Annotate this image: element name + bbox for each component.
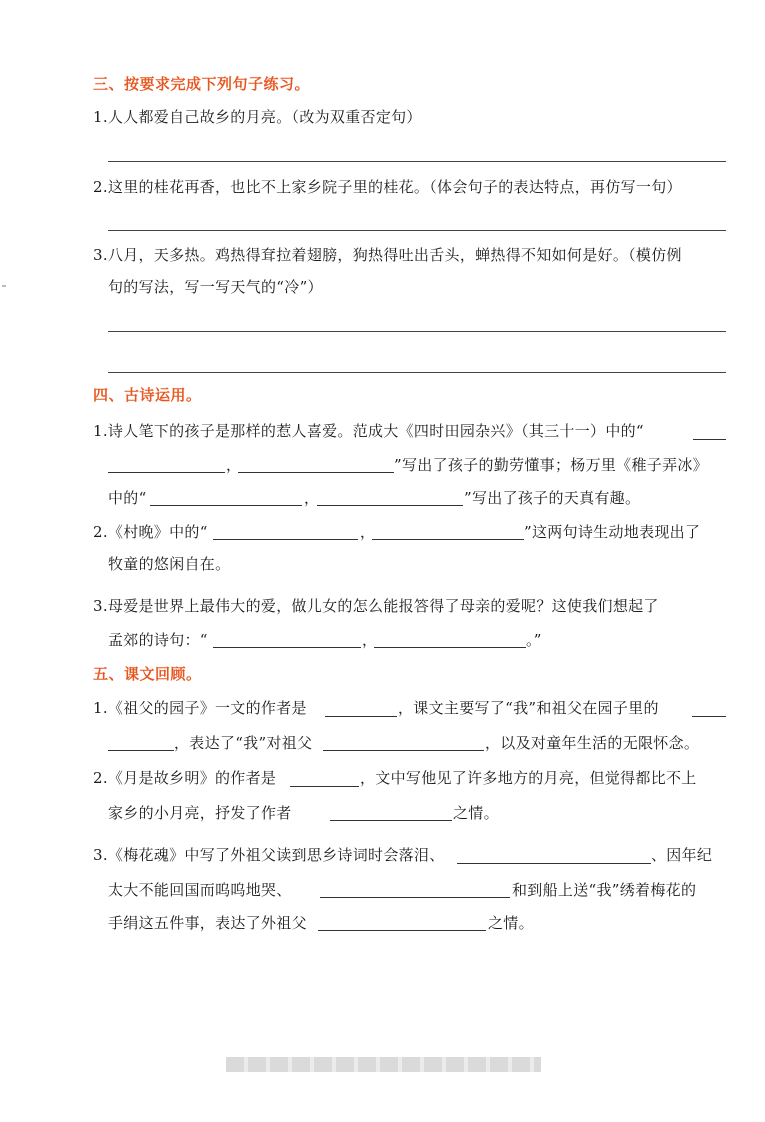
blank-s4-q2-2[interactable] (372, 539, 524, 540)
blurred-footer-watermark (226, 1057, 541, 1072)
s5-q3-end-a: 、因年纪 (651, 846, 713, 864)
s5-q3-pre-a: 3.《梅花魂》中写了外祖父读到思乡诗词时会落泪、 (93, 846, 445, 864)
blank-s5-q1-3[interactable] (323, 750, 484, 751)
section-heading-4: 四、古诗运用。 (93, 386, 202, 404)
blank-s4-q1-1b[interactable] (108, 472, 225, 473)
answer-line-s3-q2[interactable] (108, 230, 726, 231)
s5-q1-end: ，以及对童年生活的无限怀念。 (485, 734, 700, 752)
s5-q3-pre-c: 手绢这五件事，表达了外祖父 (108, 914, 307, 932)
answer-line-s3-q3-2[interactable] (108, 372, 726, 373)
blank-s5-q3-3[interactable] (318, 930, 486, 931)
section-heading-5: 五、课文回顾。 (93, 665, 202, 683)
answer-line-s3-q1[interactable] (108, 161, 726, 162)
s4-q1-text-c: ”写出了孩子的天真有趣。 (464, 489, 641, 507)
section-heading-3: 三、按要求完成下列句子练习。 (93, 75, 311, 93)
blank-s5-q2-2[interactable] (330, 820, 452, 821)
s3-q3-text-b: 句的写法，写一写天气的“冷”） (108, 278, 323, 296)
s5-q3-pre-b: 太大不能回国而呜呜地哭、 (108, 881, 292, 899)
s4-q3-pre: 孟郊的诗句：“ (108, 631, 208, 649)
blank-s4-q1-1[interactable] (693, 439, 726, 440)
blank-s5-q1-2[interactable] (692, 716, 726, 717)
s4-q2-text-b: 牧童的悠闲自在。 (108, 555, 231, 573)
blank-s5-q1-2b[interactable] (108, 750, 174, 751)
blank-s5-q1-1[interactable] (325, 716, 397, 717)
s5-q1-pre: 1.《祖父的园子》一文的作者是 (93, 699, 307, 717)
s4-q3-text-a: 3.母爱是世界上最伟大的爱，做儿女的怎么能报答得了母亲的爱呢？这使我们想起了 (93, 597, 659, 615)
s4-q3-comma: ， (362, 631, 378, 649)
blank-s5-q3-2[interactable] (320, 897, 510, 898)
s4-q2-text-a: ”这两句诗生动地表现出了 (524, 523, 701, 541)
blank-s4-q1-3[interactable] (150, 505, 302, 506)
s3-q1-text: 1.人人都爱自己故乡的月亮。（改为双重否定句） (93, 108, 422, 126)
s3-q2-text: 2.这里的桂花再香，也比不上家乡院子里的桂花。（体会句子的表达特点，再仿写一句） (93, 178, 682, 196)
s4-q1-text-b: ”写出了孩子的勤劳懂事；杨万里《稚子弄冰》 (394, 456, 708, 474)
s5-q1-text-b: ，表达了“我”对祖父 (174, 734, 313, 752)
s4-q2-comma: ， (360, 523, 376, 541)
s4-q1-comma-1: ， (226, 456, 242, 474)
blank-s4-q1-2[interactable] (238, 472, 394, 473)
blank-s4-q3-1[interactable] (213, 647, 361, 648)
s5-q3-end-b: 和到船上送“我”绣着梅花的 (512, 881, 697, 899)
answer-line-s3-q3-1[interactable] (108, 331, 726, 332)
blank-s5-q2-1[interactable] (290, 786, 359, 787)
s4-q3-end: 。” (526, 631, 542, 649)
blank-s4-q2-1[interactable] (213, 539, 358, 540)
s5-q2-text-a: ，文中写他见了许多地方的月亮，但觉得都比不上 (360, 769, 697, 787)
blank-s4-q3-2[interactable] (374, 647, 526, 648)
s5-q2-end: 之情。 (453, 804, 499, 822)
s3-q3-text-a: 3.八月，天多热。鸡热得耷拉着翅膀，狗热得吐出舌头，蝉热得不知如何是好。（模仿例 (93, 246, 682, 264)
s4-q2-pre: 2.《村晚》中的“ (93, 523, 208, 541)
blank-s5-q3-1[interactable] (457, 863, 651, 864)
s4-q1-text-a: 1.诗人笔下的孩子是那样的惹人喜爱。范成大《四时田园杂兴》（其三十一）中的“ (93, 422, 644, 440)
s5-q2-pre: 2.《月是故乡明》的作者是 (93, 769, 277, 787)
blank-s4-q1-4[interactable] (317, 505, 463, 506)
s5-q3-end-c: 之情。 (488, 914, 534, 932)
scan-mark (2, 285, 6, 287)
s4-q1-pre-c: 中的“ (108, 489, 147, 507)
s5-q1-text-a: ，课文主要写了“我”和祖父在园子里的 (398, 699, 659, 717)
s5-q2-pre-b: 家乡的小月亮，抒发了作者 (108, 804, 292, 822)
s4-q1-comma-2: ， (304, 489, 320, 507)
